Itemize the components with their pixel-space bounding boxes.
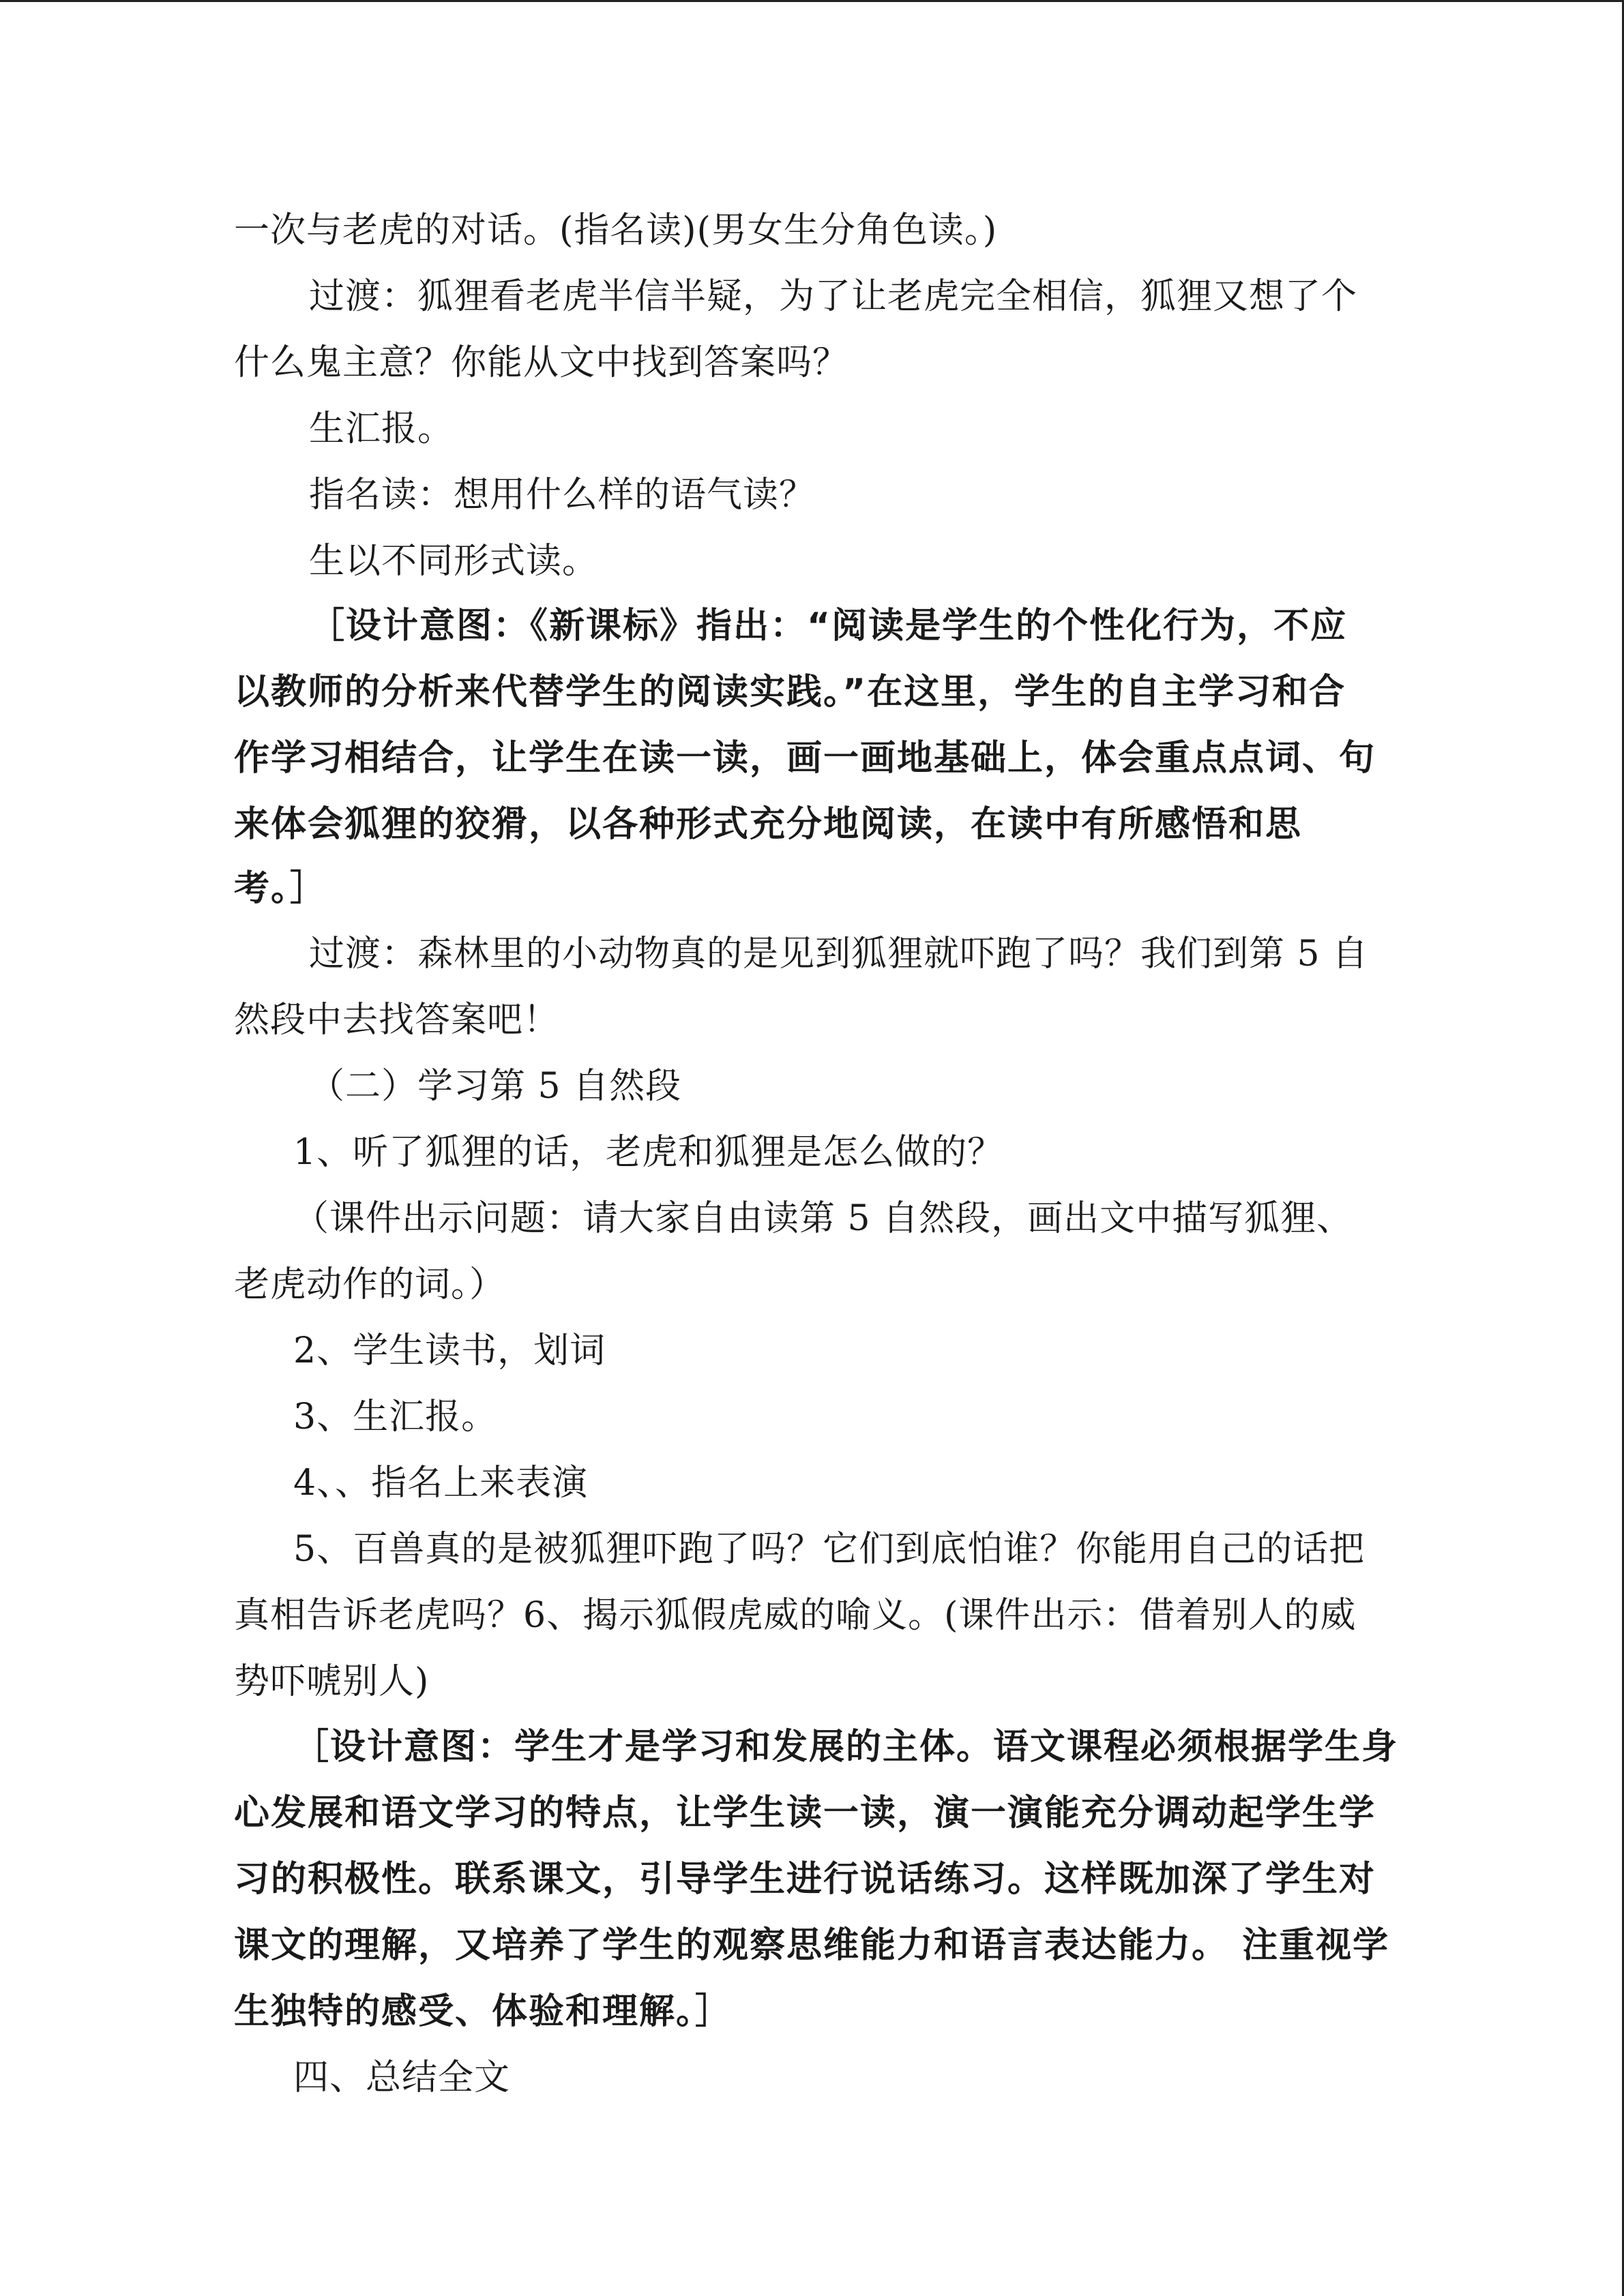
text-line-5: 指名读：想用什么样的语气读？ <box>309 475 816 516</box>
design-intent-line-1: ［设计意图：《新课标》指出：“阅读是学生的个性化行为，不应 <box>309 606 1348 646</box>
text-line-6: 生以不同形式读。 <box>309 541 599 582</box>
design-intent-2-line-2: 心发展和语文学习的特点，让学生读一读，演一演能充分调动起学生学 <box>234 1793 1376 1834</box>
design-intent-2-line-5: 生独特的感受、体验和理解。］ <box>234 1991 733 2032</box>
text-line-1: 一次与老虎的对话。(指名读)(男女生分角色读。) <box>234 210 998 251</box>
text-line-8: 然段中去找答案吧！ <box>234 1000 560 1041</box>
text-line-11: 真相告诉老虎吗？6、揭示狐假虎威的喻义。(课件出示：借着别人的威 <box>234 1595 1357 1636</box>
list-item-3: 3、生汇报。 <box>293 1397 498 1437</box>
list-item-5: 5、百兽真的是被狐狸吓跑了吗？它们到底怕谁？你能用自己的话把 <box>293 1529 1365 1570</box>
design-intent-2-line-3: 习的积极性。联系课文，引导学生进行说话练习。这样既加深了学生对 <box>234 1859 1376 1900</box>
design-intent-2-line-1: ［设计意图：学生才是学习和发展的主体。语文课程必须根据学生身 <box>293 1727 1399 1768</box>
section-heading: （二）学习第 5 自然段 <box>309 1066 682 1107</box>
text-line-12: 势吓唬别人) <box>234 1661 430 1702</box>
design-intent-line-5: 考。］ <box>234 868 327 909</box>
text-line-7: 过渡：森林里的小动物真的是见到狐狸就吓跑了吗？我们到第 5 自 <box>309 934 1369 974</box>
text-line-4: 生汇报。 <box>309 408 454 449</box>
design-intent-line-4: 来体会狐狸的狡猾，以各种形式充分地阅读，在读中有所感悟和思 <box>234 804 1303 845</box>
text-line-10: 老虎动作的词。） <box>234 1264 506 1305</box>
design-intent-line-2: 以教师的分析来代替学生的阅读实践。”在这里，学生的自主学习和合 <box>234 672 1346 713</box>
text-line-9: （课件出示问题：请大家自由读第 5 自然段，画出文中描写狐狸、 <box>293 1198 1353 1239</box>
section-heading-summary: 四、总结全文 <box>293 2057 511 2098</box>
list-item-2: 2、学生读书，划词 <box>293 1330 606 1371</box>
design-intent-2-line-4: 课文的理解，又培养了学生的观察思维能力和语言表达能力。 注重视学 <box>234 1925 1390 1966</box>
list-item-4: 4、、指名上来表演 <box>293 1463 589 1504</box>
list-item-1: 1、听了狐狸的话，老虎和狐狸是怎么做的？ <box>293 1132 1004 1173</box>
text-line-2: 过渡：狐狸看老虎半信半疑，为了让老虎完全相信，狐狸又想了个 <box>309 276 1358 317</box>
design-intent-line-3: 作学习相结合，让学生在读一读，画一画地基础上，体会重点点词、句 <box>234 738 1376 779</box>
text-line-3: 什么鬼主意？你能从文中找到答案吗？ <box>234 342 849 383</box>
